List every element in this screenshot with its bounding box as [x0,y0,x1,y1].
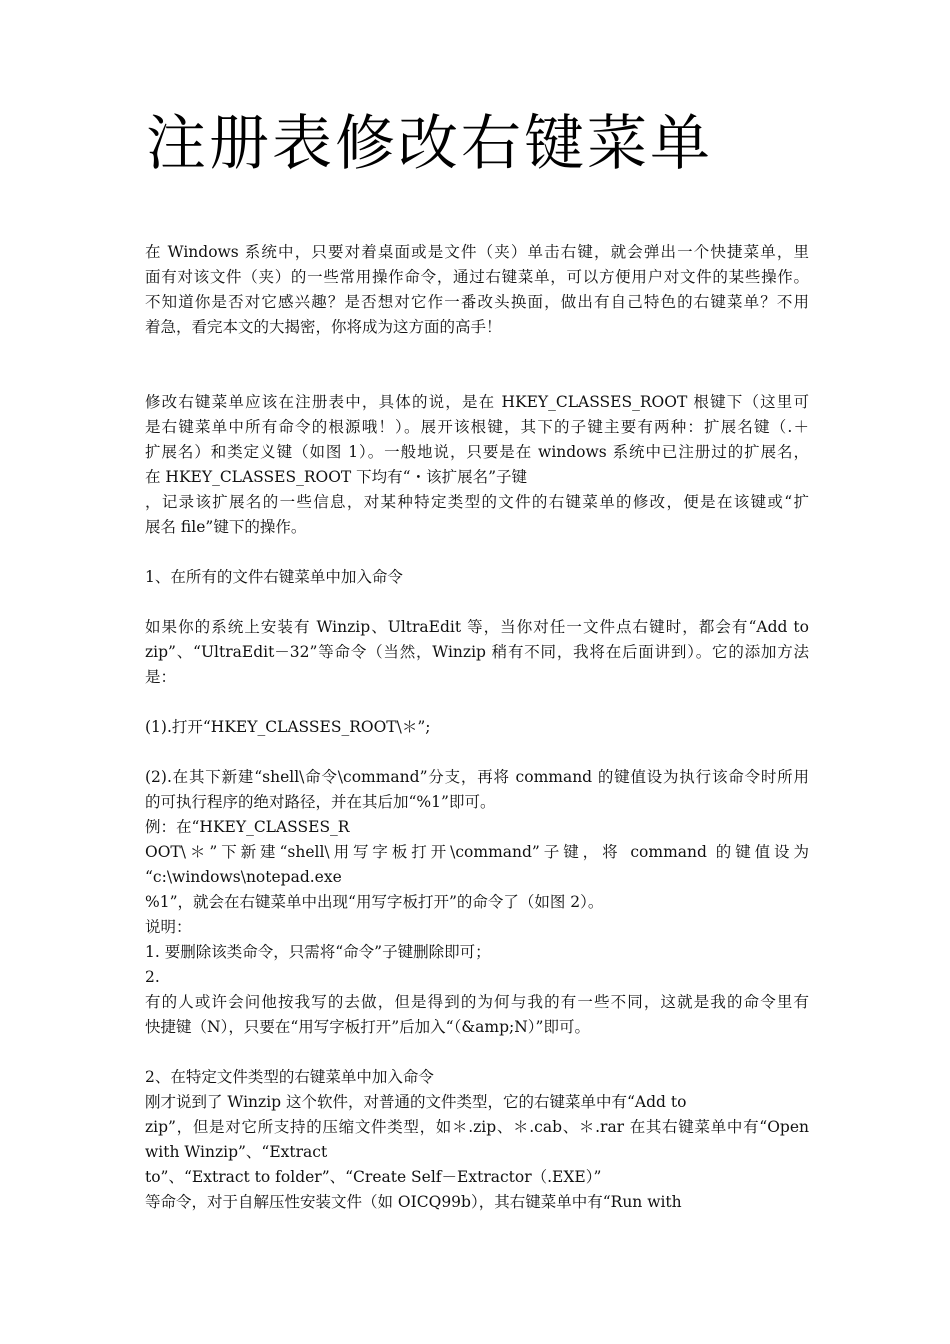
paragraph-line: 是右键菜单中所有命令的根源哦！）。展开该根键，其下的子键主要有两种：扩展名键（.＋ [145,418,809,436]
paragraph-line: 着急，看完本文的大揭密，你将成为这方面的高手！ [145,318,502,336]
paragraph-line: 是： [145,668,177,686]
paragraph-line: 如果你的系统上安装有 Winzip、UltraEdit 等，当你对任一文件点右键时，都会有“Add to [145,618,809,636]
paragraph-line: 说明： [145,918,192,936]
paragraph-line: 2. [145,968,160,986]
paragraph-line: 有的人或许会问他按我写的去做，但是得到的为何与我的有一些不同，这就是我的命令里有 [145,993,809,1011]
section-heading: 2、在特定文件类型的右键菜单中加入命令 [145,1068,434,1086]
paragraph-line: zip”、“UltraEdit－32”等命令（当然，Winzip 稍有不同，我将在后面讲到）。它的添加方法 [145,643,809,661]
paragraph-line: 的可执行程序的绝对路径，并在其后加“%1”即可。 [145,793,496,811]
document-title: 注册表修改右键菜单 [146,109,713,179]
paragraph-line: 在 Windows 系统中，只要对着桌面或是文件（夹）单击右键，就会弹出一个快捷菜单，里 [145,243,809,261]
paragraph-line: %1”，就会在右键菜单中出现“用写字板打开”的命令了（如图 2）。 [145,893,604,911]
paragraph-line: 刚才说到了 Winzip 这个软件，对普通的文件类型，它的右键菜单中有“Add to [145,1093,687,1111]
section-heading: 1、在所有的文件右键菜单中加入命令 [145,568,403,586]
paragraph-line: with Winzip”、“Extract [145,1143,328,1161]
paragraph-line: (2).在其下新建“shell\命令\command”分支，再将 command 的键值设为执行该命令时所用 [145,768,809,786]
paragraph-line: ，记录该扩展名的一些信息，对某种特定类型的文件的右键菜单的修改，便是在该键或“扩 [145,493,809,511]
paragraph-line: 快捷键（N），只要在“用写字板打开”后加入“（&amp;N）”即可。 [145,1018,590,1036]
paragraph-line: (1).打开“HKEY_CLASSES_ROOT\＊”; [145,718,431,736]
paragraph-line: to”、“Extract to folder”、“Create Self－Extractor（.EXE）” [145,1168,602,1186]
paragraph-line: 扩展名）和类定义键（如图 1）。一般地说，只要是在 windows 系统中已注册过的扩展名， [145,443,809,461]
paragraph-line: 修改右键菜单应该在注册表中，具体的说，是在 HKEY_CLASSES_ROOT 根键下（这里可 [145,393,809,411]
paragraph-line: 面有对该文件（夹）的一些常用操作命令，通过右键菜单，可以方便用户对文件的某些操作。 [145,268,809,286]
paragraph-line: 1. 要删除该类命令，只需将“命令”子键删除即可； [145,943,491,961]
paragraph-line: 展名 file”键下的操作。 [145,518,307,536]
paragraph-line: OOT\＊”下新建“shell\用写字板打开\command”子键，将 command 的键值设为 [145,843,809,861]
paragraph-line: zip”，但是对它所支持的压缩文件类型，如＊.zip、＊.cab、＊.rar 在其右键菜单中有“Open [145,1118,809,1136]
paragraph-line: 在 HKEY_CLASSES_ROOT 下均有“・该扩展名”子键 [145,468,528,486]
paragraph-line: 不知道你是否对它感兴趣？是否想对它作一番改头换面，做出有自己特色的右键菜单？不用 [145,293,809,311]
paragraph-line: “c:\windows\notepad.exe [145,868,342,886]
paragraph-line: 例：在“HKEY_CLASSES_R [145,818,350,836]
paragraph-line: 等命令，对于自解压性安装文件（如 OICQ99b），其右键菜单中有“Run with [145,1193,682,1211]
